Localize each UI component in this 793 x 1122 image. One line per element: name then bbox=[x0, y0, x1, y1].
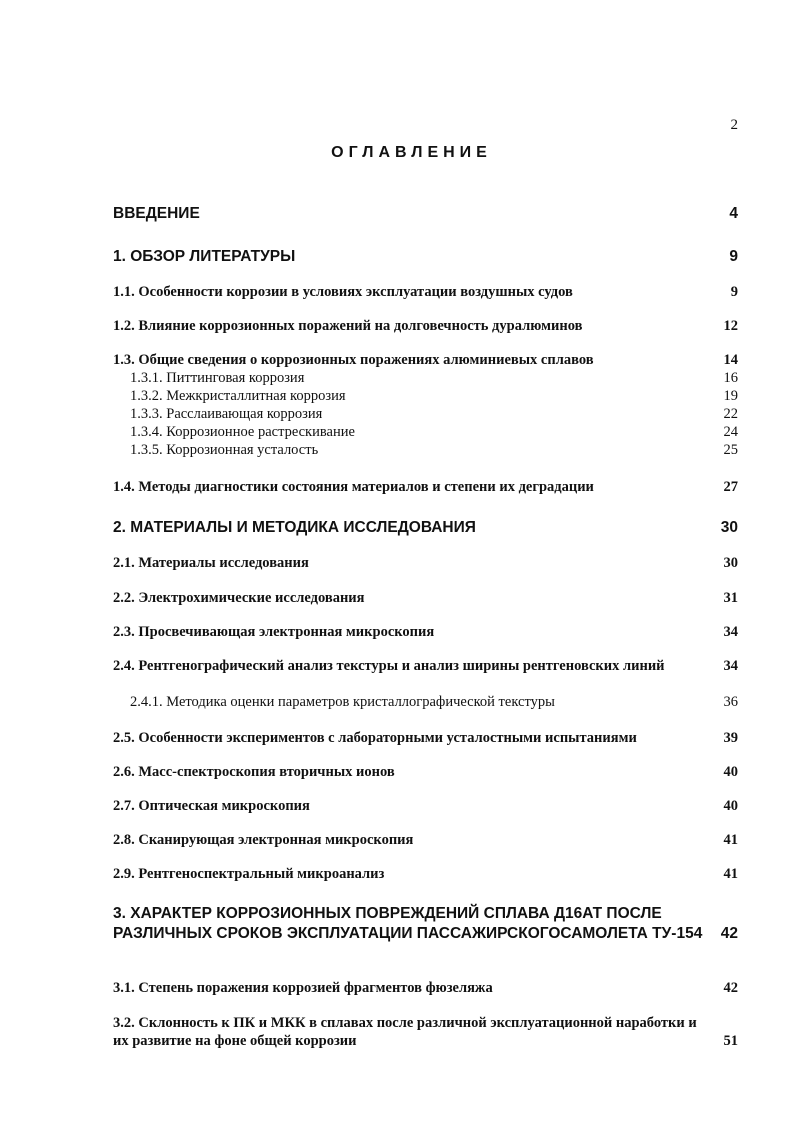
toc-entry-label: 1.1. Особенности коррозии в условиях эксплуатации воздушных судов bbox=[113, 284, 573, 300]
page-title: ОГЛАВЛЕНИЕ bbox=[331, 144, 492, 161]
toc-entry-page: 39 bbox=[723, 730, 738, 746]
toc-entry-label: 1.4. Методы диагностики состояния материалов и степени их деградации bbox=[113, 479, 594, 495]
toc-entry-page: 14 bbox=[723, 352, 738, 368]
toc-entry-section-1-4[interactable] bbox=[113, 478, 738, 496]
toc-entry-subsection-1-3-5[interactable] bbox=[130, 441, 738, 459]
toc-entry-page: 42 bbox=[720, 925, 738, 942]
toc-entry-chapter-3[interactable] bbox=[113, 904, 738, 944]
toc-entry-section-2-2[interactable] bbox=[113, 589, 738, 607]
toc-entry-page: 12 bbox=[723, 318, 738, 334]
toc-entry-label: 2.9. Рентгеноспектральный микроанализ bbox=[113, 866, 385, 882]
toc-entry-label: 2.7. Оптическая микроскопия bbox=[113, 798, 310, 814]
toc-entry-section-2-4[interactable] bbox=[113, 657, 738, 675]
toc-entry-page: 24 bbox=[723, 424, 738, 440]
toc-entry-page: 34 bbox=[723, 658, 738, 674]
toc-entry-page: 16 bbox=[723, 370, 738, 386]
toc-entry-subsection-1-3-2[interactable] bbox=[130, 387, 738, 405]
toc-entry-label: 2.8. Сканирующая электронная микроскопия bbox=[113, 832, 414, 848]
toc-entry-page: 22 bbox=[723, 406, 738, 422]
toc-entry-page: 9 bbox=[730, 284, 738, 300]
toc-entry-page: 51 bbox=[723, 1033, 738, 1049]
toc-entry-label: 2.4.1. Методика оценки параметров кристаллографической текстуры bbox=[130, 694, 555, 710]
toc-entry-page: 27 bbox=[723, 479, 738, 495]
toc-entry-label: 2.1. Материалы исследования bbox=[113, 555, 309, 571]
toc-entry-label: 2. МАТЕРИАЛЫ И МЕТОДИКА ИССЛЕДОВАНИЯ bbox=[113, 519, 476, 536]
toc-entry-page: 41 bbox=[723, 866, 738, 882]
toc-entry-introduction[interactable] bbox=[113, 204, 738, 224]
toc-entry-section-3-1[interactable] bbox=[113, 979, 738, 997]
toc-entry-page: 36 bbox=[723, 694, 738, 710]
toc-entry-section-1-1[interactable] bbox=[113, 283, 738, 301]
toc-entry-label: 2.4. Рентгенографический анализ текстуры и анализ ширины рентгеновских линий bbox=[113, 658, 665, 674]
toc-entry-page: 34 bbox=[723, 624, 738, 640]
page-number: 2 bbox=[730, 117, 738, 133]
toc-entry-page: 42 bbox=[723, 980, 738, 996]
toc-entry-subsection-2-4-1[interactable] bbox=[130, 693, 738, 711]
toc-entry-page: 9 bbox=[729, 248, 738, 265]
toc-entry-section-2-8[interactable] bbox=[113, 831, 738, 849]
toc-entry-page: 40 bbox=[723, 798, 738, 814]
toc-entry-section-2-1[interactable] bbox=[113, 554, 738, 572]
toc-entry-page: 30 bbox=[723, 555, 738, 571]
toc-entry-section-2-5[interactable] bbox=[113, 729, 738, 747]
toc-entry-label: 1.2. Влияние коррозионных поражений на долговечность дуралюминов bbox=[113, 318, 583, 334]
toc-entry-page: 19 bbox=[723, 388, 738, 404]
toc-entry-label: 2.5. Особенности экспериментов с лабораторными усталостными испытаниями bbox=[113, 730, 637, 746]
toc-entry-label: 3. ХАРАКТЕР КОРРОЗИОННЫХ ПОВРЕЖДЕНИЙ СПЛАВА Д16АТ ПОСЛЕ РАЗЛИЧНЫХ СРОКОВ ЭКСПЛУАТАЦИИ ПАССАЖИРСКОГОСАМОЛЕТА ТУ-154 bbox=[113, 905, 703, 942]
toc-entry-subsection-1-3-4[interactable] bbox=[130, 423, 738, 441]
toc-entry-label: 1.3.4. Коррозионное растрескивание bbox=[130, 424, 355, 440]
toc-entry-label: 3.2. Склонность к ПК и МКК в сплавах после различной эксплуатационной наработки и их развитие на фоне общей коррозии bbox=[113, 1015, 697, 1049]
toc-entry-label: 1.3.2. Межкристаллитная коррозия bbox=[130, 388, 346, 404]
toc-entry-page: 31 bbox=[723, 590, 738, 606]
toc-entry-page: 41 bbox=[723, 832, 738, 848]
toc-entry-label: ВВЕДЕНИЕ bbox=[113, 205, 200, 222]
toc-entry-page: 40 bbox=[723, 764, 738, 780]
toc-entry-label: 1.3.3. Расслаивающая коррозия bbox=[130, 406, 323, 422]
toc-entry-label: 1.3.1. Питтинговая коррозия bbox=[130, 370, 305, 386]
toc-entry-label: 2.3. Просвечивающая электронная микроскопия bbox=[113, 624, 435, 640]
toc-entry-section-2-7[interactable] bbox=[113, 797, 738, 815]
toc-entry-section-1-3[interactable] bbox=[113, 351, 738, 369]
toc-entry-page: 25 bbox=[723, 442, 738, 458]
toc-entry-section-2-9[interactable] bbox=[113, 865, 738, 883]
toc-entry-page: 30 bbox=[720, 519, 738, 536]
toc-entry-label: 1.3.5. Коррозионная усталость bbox=[130, 442, 319, 458]
toc-entry-section-3-2[interactable] bbox=[113, 1014, 738, 1050]
toc-entry-label: 2.2. Электрохимические исследования bbox=[113, 590, 365, 606]
toc-entry-chapter-1[interactable] bbox=[113, 247, 738, 267]
toc-entry-label: 3.1. Степень поражения коррозией фрагментов фюзеляжа bbox=[113, 980, 493, 996]
toc-entry-section-2-6[interactable] bbox=[113, 763, 738, 781]
toc-entry-page: 4 bbox=[729, 205, 738, 222]
toc-entry-subsection-1-3-3[interactable] bbox=[130, 405, 738, 423]
toc-entry-section-2-3[interactable] bbox=[113, 623, 738, 641]
toc-entry-label: 1.3. Общие сведения о коррозионных поражениях алюминиевых сплавов bbox=[113, 352, 594, 368]
toc-entry-subsection-1-3-1[interactable] bbox=[130, 369, 738, 387]
toc-entry-label: 2.6. Масс-спектроскопия вторичных ионов bbox=[113, 764, 395, 780]
toc-entry-label: 1. ОБЗОР ЛИТЕРАТУРЫ bbox=[113, 248, 296, 265]
toc-entry-section-1-2[interactable] bbox=[113, 317, 738, 335]
toc-entry-chapter-2[interactable] bbox=[113, 518, 738, 538]
